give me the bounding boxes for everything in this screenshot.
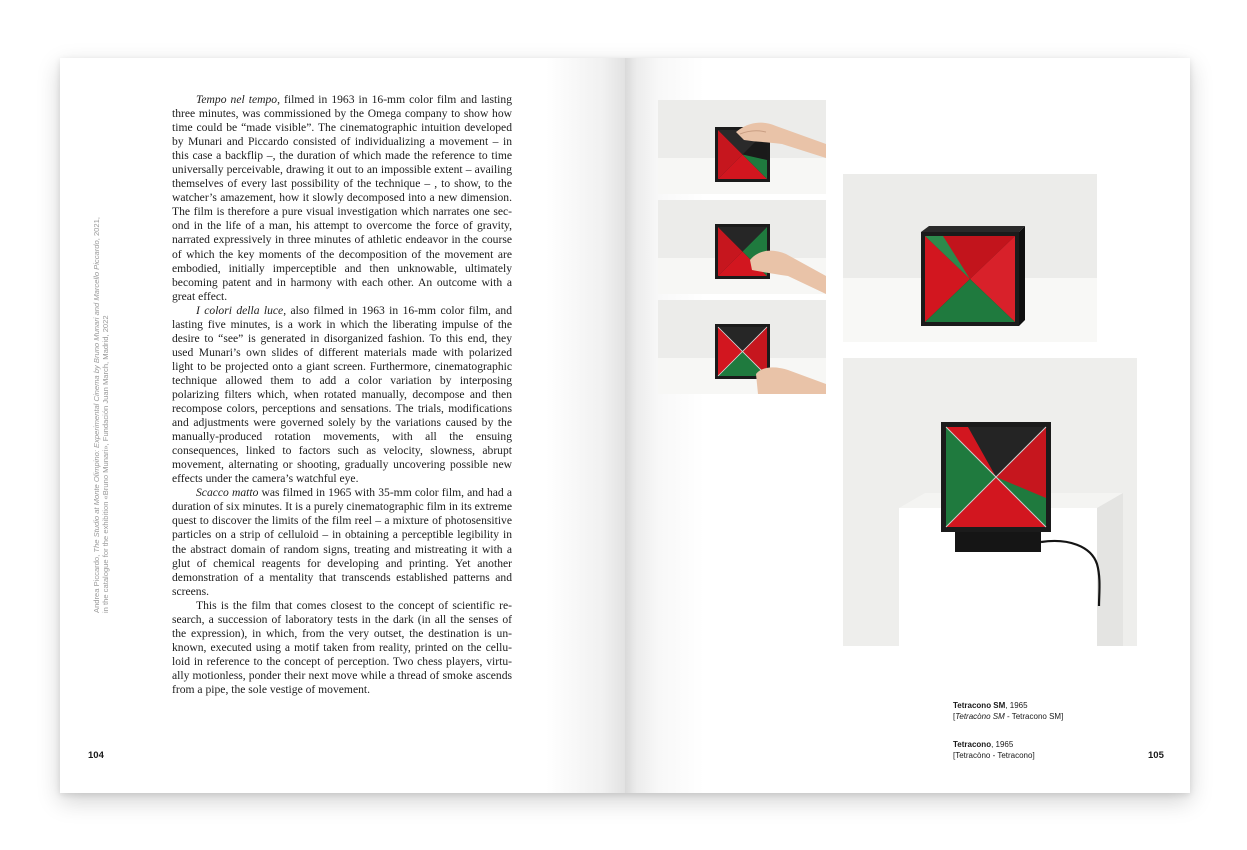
film-title: Tempo nel tempo	[196, 93, 278, 106]
caption-tetracono-sm	[953, 701, 1063, 722]
side-caption	[92, 213, 111, 613]
film-title: I colori della luce	[196, 303, 284, 317]
caption-subtitle-italic: Tetracòno SM	[955, 711, 1005, 721]
paragraph	[172, 486, 512, 598]
paragraph-text: was filmed in 1965 with 35-mm color film, and had a duration of six minutes. It is a purely cinematographic film in its extreme quest to discover the limits of the film reel – a mixture of photosensitive particles on a strip of celluloid – in obtaining a perceptible legibility in the abstract domain of random signs, treating and mistreating it with a glut of chemical reagents for developing and printing. Yet another demonstration of a mentality that transcends established patterns and screens.	[172, 486, 513, 598]
caption-subtitle: [Tetracòno - Tetracono]	[953, 750, 1035, 760]
paragraph	[172, 93, 512, 304]
page-number-right: 105	[1148, 750, 1164, 761]
body-text	[172, 93, 512, 697]
caption-year: , 1965	[1005, 701, 1028, 710]
film-title: Scacco matto	[196, 486, 259, 500]
caption-tetracono	[953, 740, 1035, 761]
photo-tetracono-hand-2	[658, 200, 826, 294]
paragraph	[172, 304, 512, 487]
left-page	[60, 58, 625, 793]
caption-title: Tetracono	[953, 740, 992, 749]
paragraph-text: , filmed in 1963 in 16-mm color film and lasting three minutes, was commissioned by the Omega company to show how time could be “made visible”. The cinematographic intuition developed by Munari and Piccardo consisted of individualizing a movement – in this case a backflip –, the duration of which made the reference to time universally perceivable, drawing it out to an impossible extent – availing themselves of every last possibility of the technique – , to show, to the watcher’s amazement, how it slowly decomposed into a new dimension. The film is therefore a pure visual investigation which narrates one second in the life of a man, his attempt to overcome the force of gravity, narrated expressively in three minutes of athletic endeavor in the course of which the key moments of the decomposition of the movement are embodied, initially imperceptible and then unknowable, ultimately becoming patent and in harmony with each other. An outcome with a great effect.	[172, 93, 512, 303]
photo-tetracono-hand-3	[658, 300, 826, 394]
side-caption-line-2: in the catalogue for the exhibition «Bruno Munari», Fundación Juan March, Madrid, 2022	[101, 315, 111, 613]
caption-subtitle-rest: - Tetracono SM]	[1004, 711, 1064, 721]
caption-subtitle-line: [Tetracòno SM - Tetracono SM]	[953, 711, 1064, 721]
caption-title-line	[953, 701, 1063, 712]
side-caption-title: The Studio at Monte Olimpino: Experimental Cinema by Bruno Munari and Marcello Piccardo	[92, 240, 101, 553]
caption-title: Tetracono SM	[953, 701, 1006, 710]
paragraph-text: This is the film that comes closest to the concept of scientific research, a succession of laboratory tests in the dark (in all the senses of the expression), in which, from the very outset, the destination is unknown, executed using a motif taken from reality, printed on the celluloid in reference to the concept of perception. Two chess players, virtually motionless, ponder their next move while a thread of smoke ascends from a pipe, the sole vestige of movement.	[172, 598, 512, 696]
photo-tetracono-sm	[843, 174, 1097, 342]
photo-tetracono	[843, 358, 1137, 646]
photo-tetracono-hand-1	[658, 100, 826, 194]
book-spread	[60, 58, 1190, 793]
caption-year: , 1965	[991, 740, 1014, 749]
paragraph	[172, 599, 512, 697]
caption-title-line	[953, 740, 1035, 751]
side-caption-author: Andrea Piccardo,	[92, 552, 101, 613]
page-number-left: 104	[88, 750, 104, 761]
paragraph-text: , also filmed in 1963 in 16-mm color film, and lasting five minutes, is a work in which the liberating impulse of the desire to “see” is generated in disorganized fashion. To this end, they used Munari’s own slides of different materials made with polarized light to be projected onto a giant screen. Furthermore, cinematographic technique allowed them to add a color variation by interposing polarizing filters which, when rotated manually, decompose and then recompose colors, perceptions and sensations. The trials, modifications and adjustments were governed solely by the variations caused by the manually-produced rotation movements, with all the ensuing consequences, linked to factors such as velocity, slowness, abrupt movement, alternating or shooting, gradually uncovering possible new effects under the camera’s watchful eye.	[172, 303, 512, 486]
right-page	[625, 58, 1190, 793]
side-caption-line-1	[92, 213, 101, 613]
side-caption-rest: , 2021,	[92, 217, 101, 241]
